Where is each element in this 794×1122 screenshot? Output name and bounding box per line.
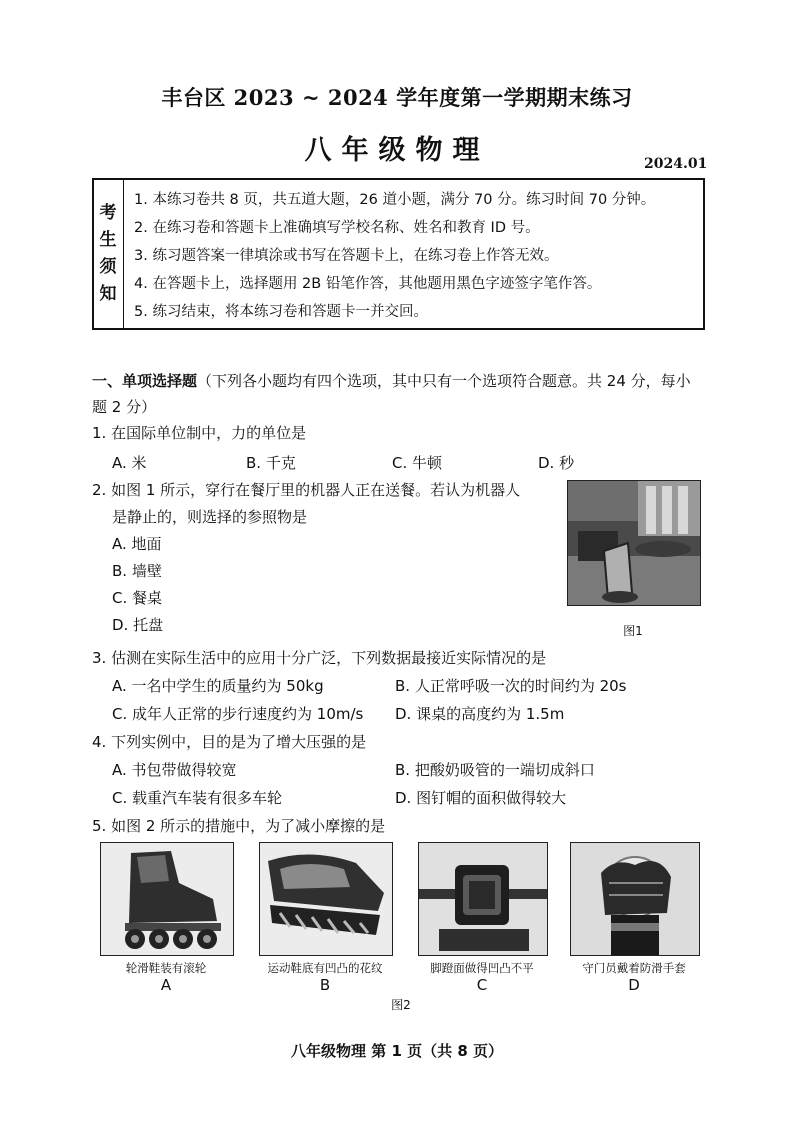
notice-item: 2. 在练习卷和答题卡上准确填写学校名称、姓名和教育 ID 号。 [134,220,540,236]
q2-option-d: D. 托盘 [112,616,164,634]
exam-title: 丰台区 2023 ~ 2024 学年度第一学期期末练习 [161,85,633,110]
q4-option-c: C. 载重汽车装有很多车轮 [112,789,283,807]
notice-item: 4. 在答题卡上，选择题用 2B 铅笔作答，其他题用黑色字迹签字笔作答。 [134,276,602,292]
question-2-stem-line1: 2. 如图 1 所示，穿行在餐厅里的机器人正在送餐。若认为机器人 [92,481,521,499]
picture-d-goalkeeper-glove [570,842,700,956]
picture-a-letter: A [160,976,172,994]
figure-1-caption: 图1 [623,624,643,638]
q3-option-a: A. 一名中学生的质量约为 50kg [112,677,324,695]
notice-label-cell [94,180,124,328]
q2-option-b: B. 墙壁 [112,562,162,580]
q1-option-b: B. 千克 [246,454,296,472]
subject-title: 八年级物理 [304,135,490,166]
q4-option-a: A. 书包带做得较宽 [112,761,237,779]
section-instruction-cont: 题 2 分） [92,398,157,416]
q2-option-c: C. 餐桌 [112,589,163,607]
notice-label: 考生须知 [99,203,117,304]
question-1-stem: 1. 在国际单位制中，力的单位是 [92,424,307,442]
roller-skate-drawing [101,843,233,955]
q3-option-c: C. 成年人正常的步行速度约为 10m/s [112,705,364,723]
question-3-stem: 3. 估测在实际生活中的应用十分广泛，下列数据最接近实际情况的是 [92,649,547,667]
notice-item: 1. 本练习卷共 8 页，共五道大题，26 道小题，满分 70 分。练习时间 70 分钟。 [134,192,656,208]
q4-option-d: D. 图钉帽的面积做得较大 [395,789,567,807]
glove-drawing [571,843,699,955]
q3-option-d: D. 课桌的高度约为 1.5m [395,705,565,723]
figure-2-caption: 图2 [391,998,411,1012]
notice-item: 3. 练习题答案一律填涂或书写在答题卡上，在练习卷上作答无效。 [134,248,559,264]
section-instruction: （下列各小题均有四个选项，其中只有一个选项符合题意。共 24 分，每小 [197,372,691,390]
picture-a-caption: 轮滑鞋装有滚轮 [125,961,207,975]
picture-b-letter: B [319,976,331,994]
q2-option-a: A. 地面 [112,535,162,553]
exam-date: 2024.01 [644,156,708,172]
section-heading [92,370,691,391]
sneaker-drawing [260,843,392,955]
section-title: 一、单项选择题 [92,372,198,390]
q1-option-c: C. 牛顿 [392,454,443,472]
pedal-drawing [419,843,547,955]
question-2-stem-line2: 是静止的，则选择的参照物是 [112,508,308,526]
picture-b-sneaker [259,842,393,956]
picture-d-letter: D [628,976,640,994]
picture-b-caption: 运动鞋底有凹凸的花纹 [267,961,383,975]
notice-item: 5. 练习结束，将本练习卷和答题卡一并交回。 [134,304,428,320]
picture-d-caption: 守门员戴着防滑手套 [582,961,686,975]
question-4-stem: 4. 下列实例中，目的是为了增大压强的是 [92,733,367,751]
q1-option-a: A. 米 [112,454,147,472]
picture-a-roller-skate [100,842,234,956]
notice-list [134,186,699,326]
candidate-notice-box [92,178,705,330]
page-footer: 八年级物理 第 1 页（共 8 页） [291,1042,503,1060]
q4-option-b: B. 把酸奶吸管的一端切成斜口 [395,761,595,779]
robot-photo-drawing [568,481,700,605]
q3-option-b: B. 人正常呼吸一次的时间约为 20s [395,677,627,695]
question-5-stem: 5. 如图 2 所示的措施中，为了减小摩擦的是 [92,817,386,835]
figure-1-robot-photo [567,480,701,606]
picture-c-caption: 脚蹬面做得凹凸不平 [430,961,534,975]
picture-c-bike-pedal [418,842,548,956]
picture-c-letter: C [476,976,488,994]
q1-option-d: D. 秒 [538,454,575,472]
